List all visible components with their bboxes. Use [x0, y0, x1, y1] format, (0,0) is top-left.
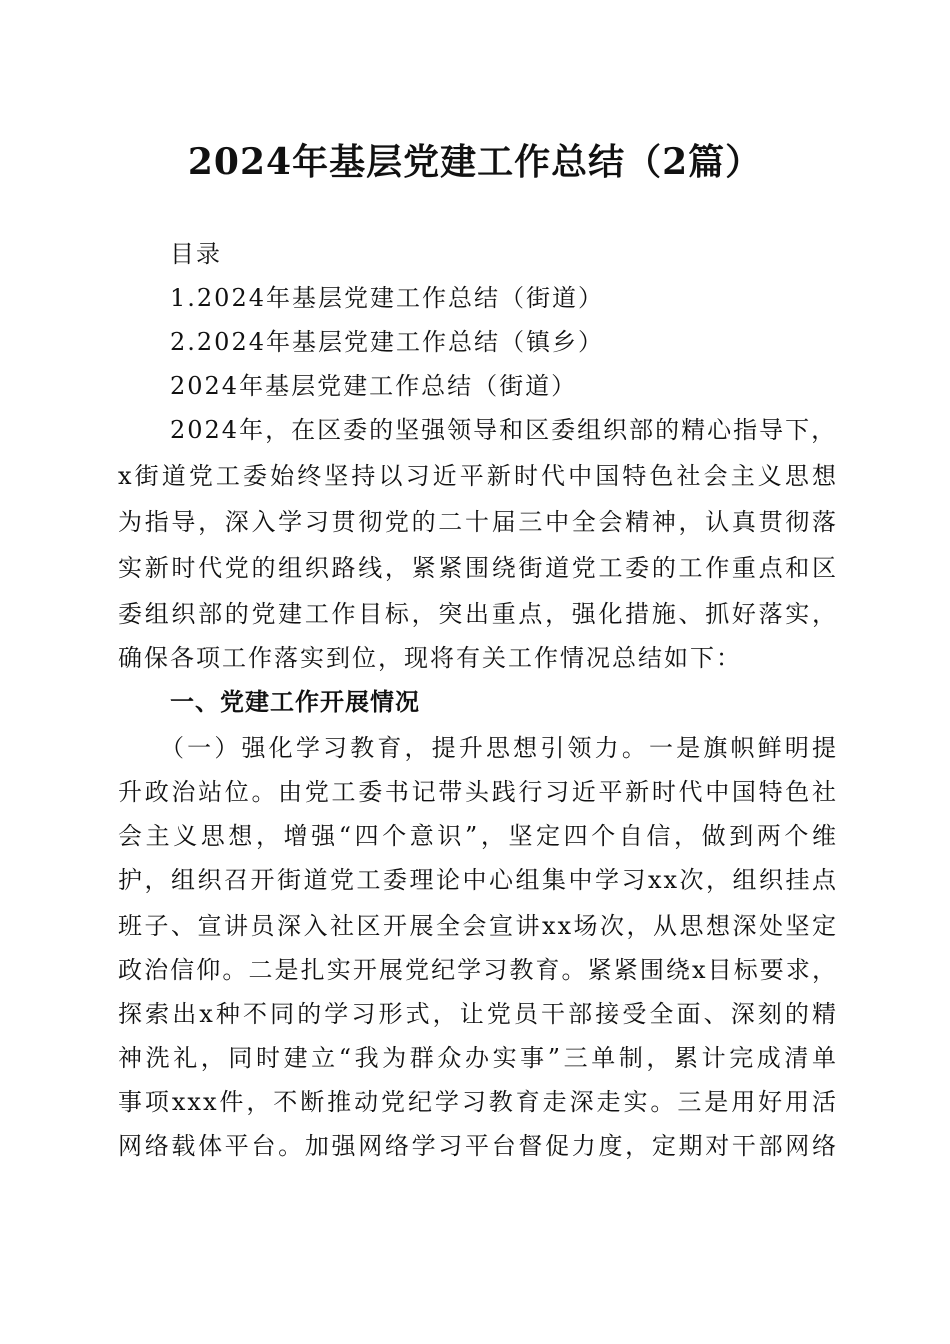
intro-line: 确保各项工作落实到位，现将有关工作情况总结如下： [118, 644, 742, 672]
body-line: 神洗礼，同时建立“我为群众办实事”三单制，累计完成清单 [118, 1044, 838, 1072]
body-line: （一）强化学习教育，提升思想引领力。一是旗帜鲜明提 [160, 734, 838, 762]
body-line: 班子、宣讲员深入社区开展全会宣讲xx场次，从思想深处坚定 [118, 912, 838, 940]
body-line: 护，组织召开街道党工委理论中心组集中学习xx次，组织挂点 [118, 866, 838, 894]
intro-line: 委组织部的党建工作目标，突出重点，强化措施、抓好落实， [118, 600, 838, 628]
article-title: 2024年基层党建工作总结（街道） [170, 372, 578, 400]
document-title: 2024年基层党建工作总结（2篇） [187, 141, 763, 183]
body-line: 会主义思想，增强“四个意识”，坚定四个自信，做到两个维 [118, 822, 838, 850]
body-line: 政治信仰。二是扎实开展党纪学习教育。紧紧围绕x目标要求， [118, 956, 838, 984]
body-line: 事项xxx件，不断推动党纪学习教育走深走实。三是用好用活 [118, 1088, 838, 1116]
intro-line: 实新时代党的组织路线，紧紧围绕街道党工委的工作重点和区 [118, 554, 838, 582]
intro-line: 2024年，在区委的坚强领导和区委组织部的精心指导下， [170, 416, 838, 444]
toc-label: 目录 [170, 240, 222, 268]
section-heading: 一、党建工作开展情况 [170, 688, 420, 716]
body-line: 升政治站位。由党工委书记带头践行习近平新时代中国特色社 [118, 778, 838, 806]
toc-item-2[interactable]: 2.2024年基层党建工作总结（镇乡） [170, 328, 604, 356]
intro-line: 为指导，深入学习贯彻党的二十届三中全会精神，认真贯彻落 [118, 508, 838, 536]
toc-item-1[interactable]: 1.2024年基层党建工作总结（街道） [170, 284, 604, 312]
body-line: 网络载体平台。加强网络学习平台督促力度，定期对干部网络 [118, 1132, 838, 1160]
intro-line: x街道党工委始终坚持以习近平新时代中国特色社会主义思想 [118, 462, 838, 490]
body-line: 探索出x种不同的学习形式，让党员干部接受全面、深刻的精 [118, 1000, 838, 1028]
